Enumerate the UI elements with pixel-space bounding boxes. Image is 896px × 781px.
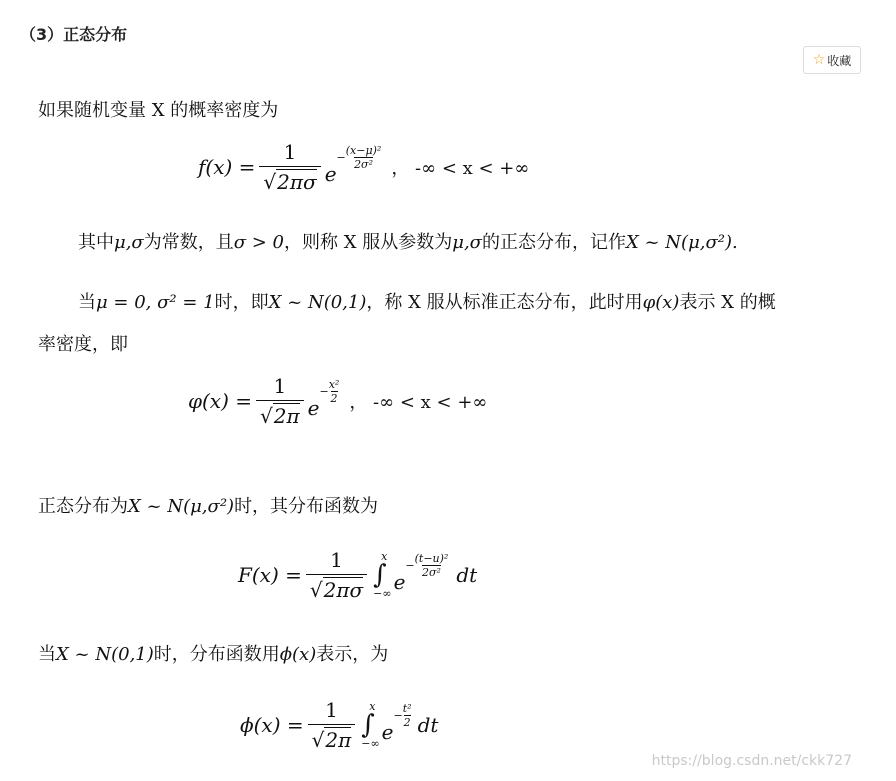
- formula-cdf-fraction: 1 √ 2πσ: [306, 548, 367, 602]
- formula-density-radicand: 2πσ: [277, 170, 317, 194]
- formula-density: [198, 140, 529, 194]
- formula-standard-cdf-fraction: 1 √ 2π: [308, 698, 356, 752]
- formula-density-range: ， -∞ < x < +∞: [391, 158, 530, 179]
- formula-density-numerator: 1: [283, 140, 297, 164]
- formula-standard-range: ， -∞ < x < +∞: [349, 392, 488, 413]
- paragraph-intro: 如果随机变量 X 的概率密度为: [38, 100, 279, 121]
- formula-standard-cdf-upper-limit: x: [369, 700, 376, 713]
- paragraph-parameters: 其中μ,σ为常数，且σ > 0，则称 X 服从参数为μ,σ的正态分布，记作X ~ N(μ,σ²).: [78, 232, 738, 253]
- formula-cdf-lower-limit: −∞: [373, 587, 392, 600]
- formula-standard-cdf-exp-denominator: 2: [403, 716, 411, 729]
- formula-standard-fraction: 1 √ 2π: [256, 374, 304, 428]
- formula-cdf-exp-denominator: 2σ²: [422, 566, 441, 579]
- formula-density-lhs: f(x) =: [198, 155, 256, 179]
- formula-density-exponential: e − $\frac{\text{(x−μ)²}}{\text{2σ²}}$: [324, 144, 382, 186]
- formula-density-exp-numerator: (x−μ)²: [345, 144, 382, 157]
- formula-standard-radicand: 2π: [273, 404, 300, 428]
- formula-standard-cdf-integral: x ∫ −∞: [361, 700, 380, 750]
- watermark: https://blog.csdn.net/ckk727: [651, 753, 852, 769]
- formula-cdf-exponential: e − $\frac{\text{(t−u)²}}{\text{2σ²}}$: [393, 552, 449, 594]
- favorite-label: 收藏: [827, 53, 852, 68]
- formula-cdf-numerator: 1: [330, 548, 343, 572]
- formula-standard-cdf-exp-numerator: t²: [402, 702, 412, 715]
- formula-standard-cdf-exponential: e − $\frac{\text{t²}}{2}$: [381, 702, 412, 744]
- formula-standard-density: [188, 374, 487, 428]
- formula-standard-cdf-radicand: 2π: [325, 728, 352, 752]
- formula-standard-cdf-lower-limit: −∞: [361, 737, 380, 750]
- formula-standard-numerator: 1: [273, 374, 287, 398]
- formula-density-fraction: [259, 140, 320, 194]
- formula-density-denominator: √ 2πσ: [259, 166, 320, 194]
- star-icon: ☆: [812, 52, 826, 68]
- paragraph-standard-cdf: 当X ~ N(0,1)时，分布函数用ϕ(x)表示，为: [38, 644, 389, 665]
- formula-standard-cdf: [240, 698, 438, 752]
- favorite-button[interactable]: [803, 46, 861, 74]
- paragraph-cdf: 正态分布为X ~ N(μ,σ²)时，其分布函数为: [38, 496, 379, 517]
- formula-cdf-integral: x ∫ −∞: [373, 550, 392, 600]
- formula-standard-exp-denominator: 2: [330, 392, 338, 405]
- formula-standard-exp-numerator: x²: [328, 378, 340, 391]
- formula-standard-lhs: φ(x) =: [188, 389, 253, 413]
- formula-standard-cdf-lhs: ϕ(x) =: [240, 713, 304, 737]
- formula-standard-cdf-differential: dt: [417, 713, 439, 737]
- formula-cdf-exp-numerator: (t−u)²: [414, 552, 449, 565]
- formula-standard-cdf-numerator: 1: [325, 698, 338, 722]
- paragraph-standard-cont: 率密度，即: [38, 334, 128, 355]
- section-heading: （3）正态分布: [20, 25, 128, 44]
- formula-cdf-differential: dt: [456, 563, 478, 587]
- formula-cdf-upper-limit: x: [381, 550, 388, 563]
- paragraph-standard: 当μ = 0, σ² = 1时，即X ~ N(0,1)，称 X 服从标准正态分布，此时用φ(x)表示 X 的概: [78, 292, 776, 313]
- formula-cdf-radicand: 2πσ: [323, 578, 364, 602]
- formula-cdf: [238, 548, 477, 602]
- formula-density-exp-denominator: 2σ²: [354, 158, 373, 171]
- formula-cdf-lhs: F(x) =: [238, 563, 302, 587]
- formula-standard-exponential: e − $\frac{\text{x²}}{2}$: [307, 378, 340, 420]
